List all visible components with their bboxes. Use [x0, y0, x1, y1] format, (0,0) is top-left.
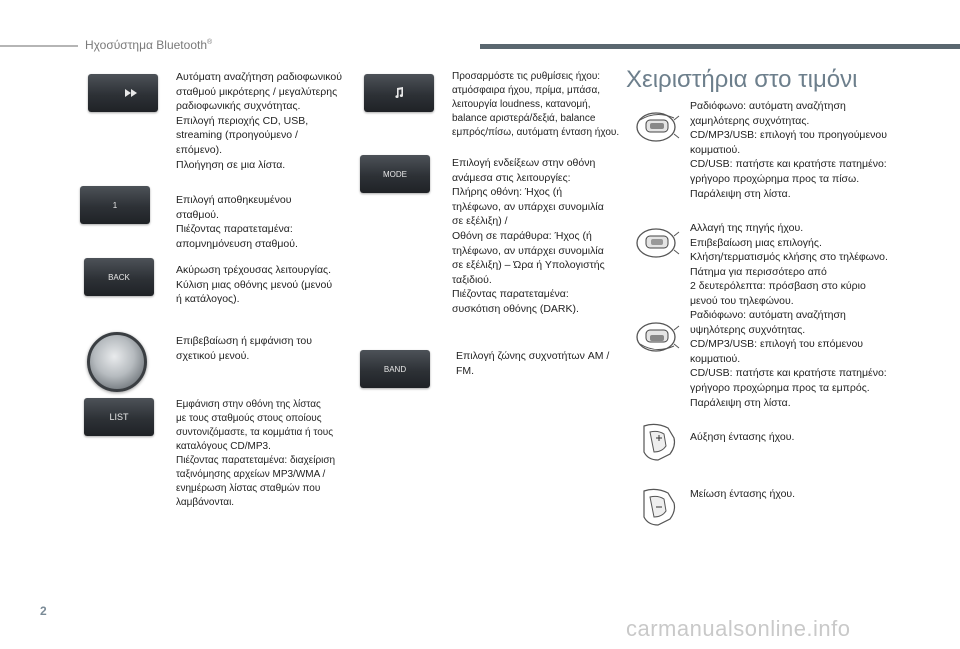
rotary-knob[interactable]: [87, 332, 147, 392]
steering-up-description: Ραδιόφωνο: αυτόματη αναζήτηση χαμηλότερης συχνότητας. CD/MP3/USB: επιλογή του προηγούμενου κομματιού. CD/USB: πατήστε και κρατήστε πατημένο: γρήγορο προχώρημα προς τα πίσω. Παράλειψη στη λίστα.: [690, 100, 887, 200]
page-header-title: Ηχοσύστημα Bluetooth®: [85, 38, 213, 52]
fast-forward-button[interactable]: [88, 74, 158, 112]
knob-description: Επιβεβαίωση ή εμφάνιση του σχετικού μενού.: [176, 335, 312, 362]
preset-1-button[interactable]: [80, 186, 150, 224]
back-label: BACK: [108, 272, 130, 282]
fast-forward-icon: [125, 89, 139, 97]
sound-settings-button[interactable]: [364, 74, 434, 112]
steering-control-up-icon[interactable]: [634, 106, 680, 148]
volume-down-description: Μείωση έντασης ήχου.: [690, 488, 796, 500]
back-button[interactable]: [84, 258, 154, 296]
steering-middle-description: Αλλαγή της πηγής ήχου. Επιβεβαίωση μιας επιλογής. Κλήση/τερματισμός κλήσης στο τηλέφωνο. Πάτημα για περισσότερο από 2 δευτερόλεπτα: πρόσβαση στο κύριο μενού του τηλεφώνου.: [690, 222, 888, 307]
mode-description: Επιλογή ενδείξεων στην οθόνη ανάμεσα στις λειτουργίες: Πλήρης οθόνη: Ήχος (ή τηλέφωνο, αν υπάρχει συνομιλία σε εξέλιξη) / Οθόνη σε παράθυρα: Ήχος (ή τηλέφωνο, αν υπάρχει συνομιλία σε εξέλιξη) – Ώρα ή Υπολογιστής ταξιδιού. Πιέζοντας παρατεταμένα: συσκότιση οθόνης (DARK).: [452, 157, 605, 315]
list-description: Εμφάνιση στην οθόνη της λίστας με τους σταθμούς στους οποίους συντονιζόμαστε, τα κομμάτια ή τους καταλόγους CD/MP3. Πιέζοντας παρατεταμένα: διαχείριση ταξινόμησης αρχείων MP3/WMA / ενημέρωση λίστας σταθμών που λαμβάνονται.: [176, 399, 336, 508]
mode-button[interactable]: [360, 155, 430, 193]
volume-down-stalk-icon[interactable]: [636, 485, 682, 527]
steering-control-middle-icon[interactable]: [634, 222, 680, 264]
steering-down-description: Ραδιόφωνο: αυτόματη αναζήτηση υψηλότερης συχνότητας. CD/MP3/USB: επιλογή του επόμενου κομματιού. CD/USB: πατήστε και κρατήστε πατημένο: γρήγορο προχώρημα προς τα εμπρός. Παράλειψη στη λίστα.: [690, 309, 887, 409]
band-description: Επιλογή ζώνης συχνοτήτων AM / FM.: [456, 350, 610, 377]
back-description: Ακύρωση τρέχουσας λειτουργίας. Κύλιση μιας οθόνης μενού (μενού ή κατάλογος).: [176, 264, 333, 306]
preset-1-label: 1: [112, 200, 118, 210]
mode-label: MODE: [383, 169, 407, 179]
header-rule-left: [0, 45, 78, 47]
watermark: carmanualsonline.info: [626, 616, 851, 641]
preset-description: Επιλογή αποθηκευμένου σταθμού. Πιέζοντας παρατεταμένα: απομνημόνευση σταθμού.: [176, 194, 298, 250]
volume-up-stalk-icon[interactable]: [636, 420, 682, 462]
fast-forward-description: Αυτόματη αναζήτηση ραδιοφωνικού σταθμού μικρότερης / μεγαλύτερης ραδιοφωνικής συχνότητας. Επιλογή περιοχής CD, USB, streaming (προηγούμενο / επόμενο). Πλοήγηση σε μια λίστα.: [176, 71, 343, 171]
list-label: LIST: [109, 412, 129, 422]
band-button[interactable]: [360, 350, 430, 388]
sound-settings-description: Προσαρμόστε τις ρυθμίσεις ήχου: ατμόσφαιρα ήχου, πρίμα, μπάσα, λειτουργία loudness, κατανομή, balance αριστερά/δεξιά, balance εμπρός/πίσω, αυτόματη ένταση ήχου.: [452, 71, 620, 138]
steering-control-down-icon[interactable]: [634, 316, 680, 358]
band-label: BAND: [383, 364, 407, 374]
section-title: Χειριστήρια στο τιμόνι: [626, 66, 858, 93]
list-button[interactable]: [84, 398, 154, 436]
header-bar: [480, 44, 960, 49]
volume-up-description: Αύξηση έντασης ήχου.: [690, 431, 795, 443]
music-note-icon: [394, 87, 404, 99]
page-number: 2: [40, 604, 47, 618]
